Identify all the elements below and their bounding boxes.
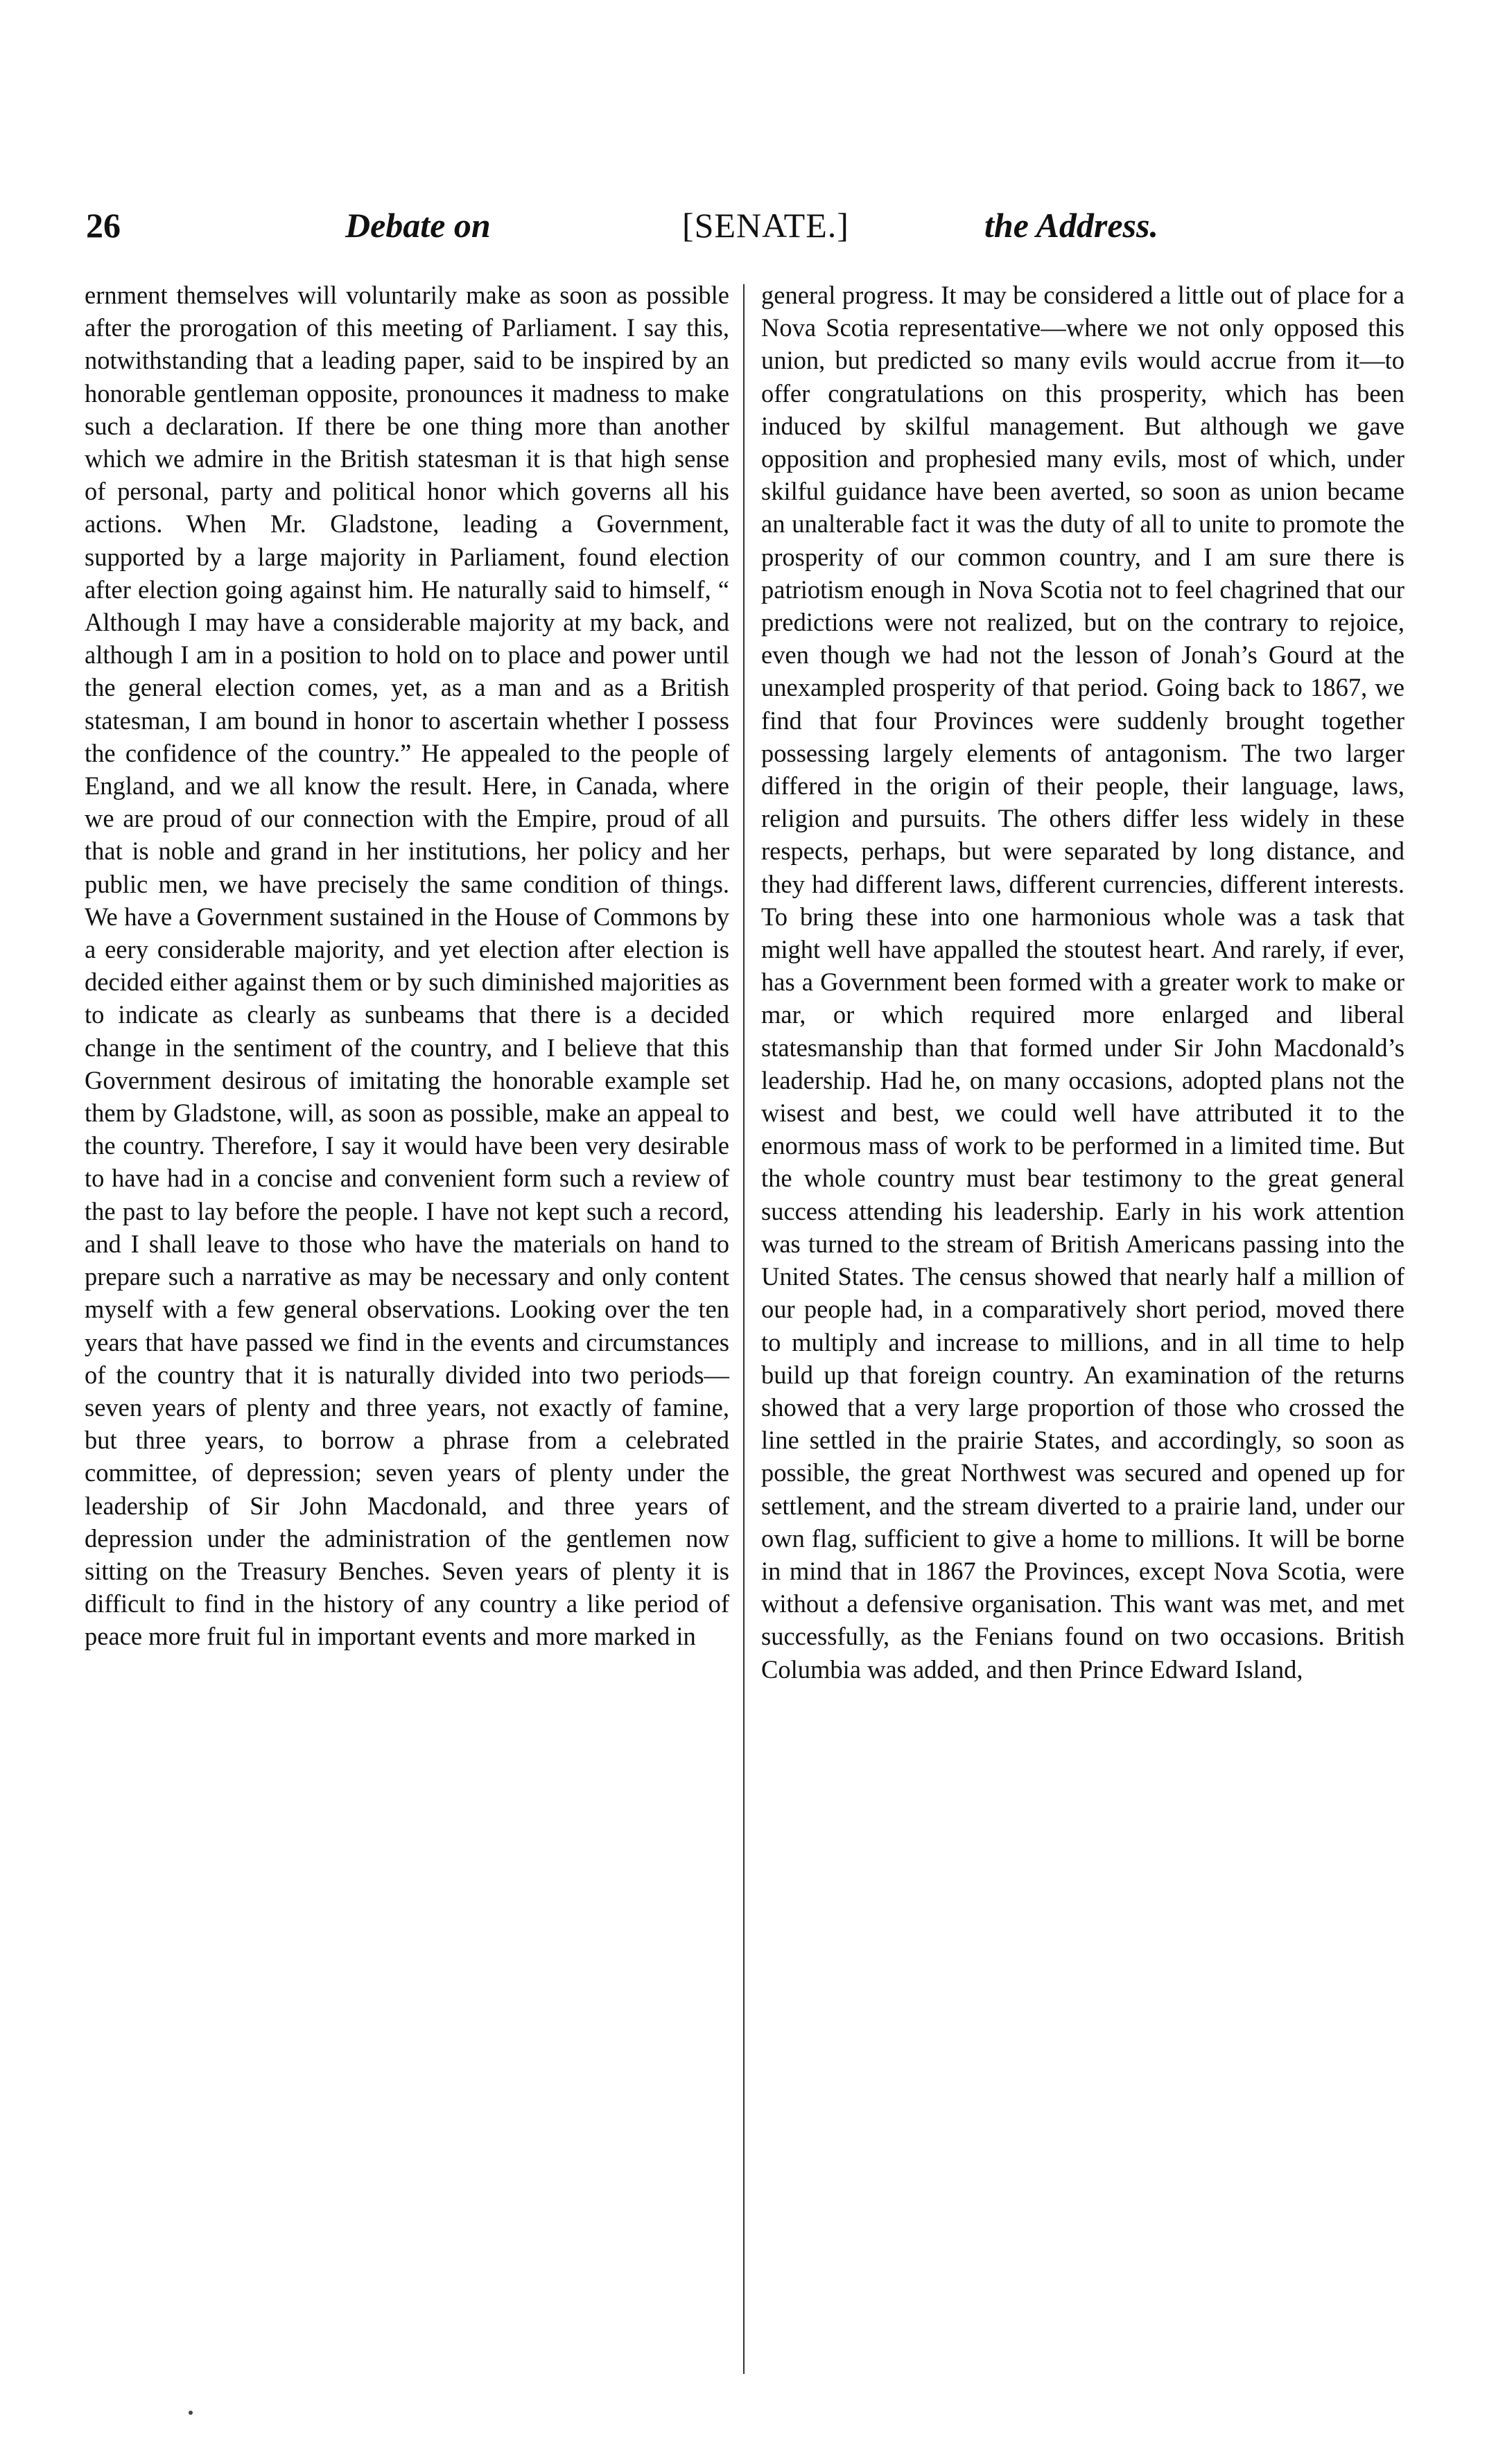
right-text-column — [761, 279, 1404, 1686]
right-column-text: general progress. It may be considered a little out of place for a Nova Scotia representative—where we not only opposed this union, but predicted so many evils would accrue from it—to offer congratulations on this prosperity, which has been induced by skilful management. But although we gave opposition and prophesied many evils, most of which, under skilful guidance have been averted, so soon as union became an unalterable fact it was the duty of all to unite to promote the prosperity of our common country, and I am sure there is patriotism enough in Nova Scotia not to feel chagrined that our predictions were not realized, but on the contrary to rejoice, even though we had not the lesson of Jonah’s Gourd at the unexampled prosperity of that period. Going back to 1867, we find that four Provinces were suddenly brought together possessing largely elements of antagonism. The two larger differed in the origin of their people, their language, laws, religion and pursuits. The others differ less widely in these respects, perhaps, but were separated by long distance, and they had different laws, different currencies, different interests. To bring these into one harmonious whole was a task that might well have appalled the stoutest heart. And rarely, if ever, has a Government been formed with a greater work to make or mar, or which required more enlarged and liberal statesmanship than that formed under Sir John Macdonald’s leadership. Had he, on many occasions, adopted plans not the wisest and best, we could well have attributed it to the enormous mass of work to be performed in a limited time. But the whole country must bear testimony to the great general success attending his leadership. Early in his work attention was turned to the stream of British Americans passing into the United States. The census showed that nearly half a million of our people had, in a comparatively short period, moved there to multiply and increase to millions, and in all time to help build up that foreign country. An examination of the returns showed that a very large proportion of those who crossed the line settled in the prairie States, and accordingly, so soon as possible, the great Northwest was secured and opened up for settlement, and the stream diverted to a prairie land, under our own flag, sufficient to give a home to millions. It will be borne in mind that in 1867 the Provinces, except Nova Scotia, were without a defensive organisation. This want was met, and met successfully, as the Fenians found on two occasions. British Columbia was added, and then Prince Edward Island, — [761, 281, 1404, 1684]
running-title-center: [SENATE.] — [682, 206, 849, 245]
page-number: 26 — [86, 206, 121, 245]
left-column-text: ernment themselves will voluntarily make as soon as possible after the prorogation of this meeting of Parliament. I say this, notwithstanding that a leading paper, said to be inspired by an honorable gentleman opposite, pronounces it madness to make such a declaration. If there be one thing more than another which we admire in the British statesman it is that high sense of personal, party and political honor which governs all his actions. When Mr. Gladstone, leading a Government, supported by a large majority in Parliament, found election after election going against him. He naturally said to himself, “ Although I may have a considerable majority at my back, and although I am in a position to hold on to place and power until the general election comes, yet, as a man and as a British statesman, I am bound in honor to ascertain whether I possess the confidence of the country.” He appealed to the people of England, and we all know the result. Here, in Canada, where we are proud of our connection with the Empire, proud of all that is noble and grand in her institutions, her policy and her public men, we have precisely the same condition of things. We have a Government sustained in the House of Commons by a eery considerable majority, and yet election after election is decided either against them or by such diminished majorities as to indicate as clearly as sunbeams that there is a decided change in the sentiment of the country, and I believe that this Government desirous of imitating the honorable example set them by Gladstone, will, as soon as possible, make an appeal to the country. Therefore, I say it would have been very desirable to have had in a concise and convenient form such a review of the past to lay before the people. I have not kept such a record, and I shall leave to those who have the materials on hand to prepare such a narrative as may be necessary and only content myself with a few general observations. Looking over the ten years that have passed we find in the events and circumstances of the country that it is naturally divided into two periods—seven years of plenty and three years, not exactly of famine, but three years, to borrow a phrase from a celebrated committee, of depression; seven years of plenty under the leadership of Sir John Macdonald, and three years of depression under the administration of the gentlemen now sitting on the Treasury Benches. Seven years of plenty it is difficult to find in the history of any country a like period of peace more fruit ful in important events and more marked in — [85, 281, 729, 1651]
left-text-column — [85, 279, 729, 1653]
print-speck — [189, 2411, 193, 2415]
running-title-left: Debate on — [345, 206, 491, 245]
page-header — [0, 0, 1496, 277]
column-divider — [743, 284, 745, 2374]
running-title-right: the Address. — [984, 206, 1158, 245]
